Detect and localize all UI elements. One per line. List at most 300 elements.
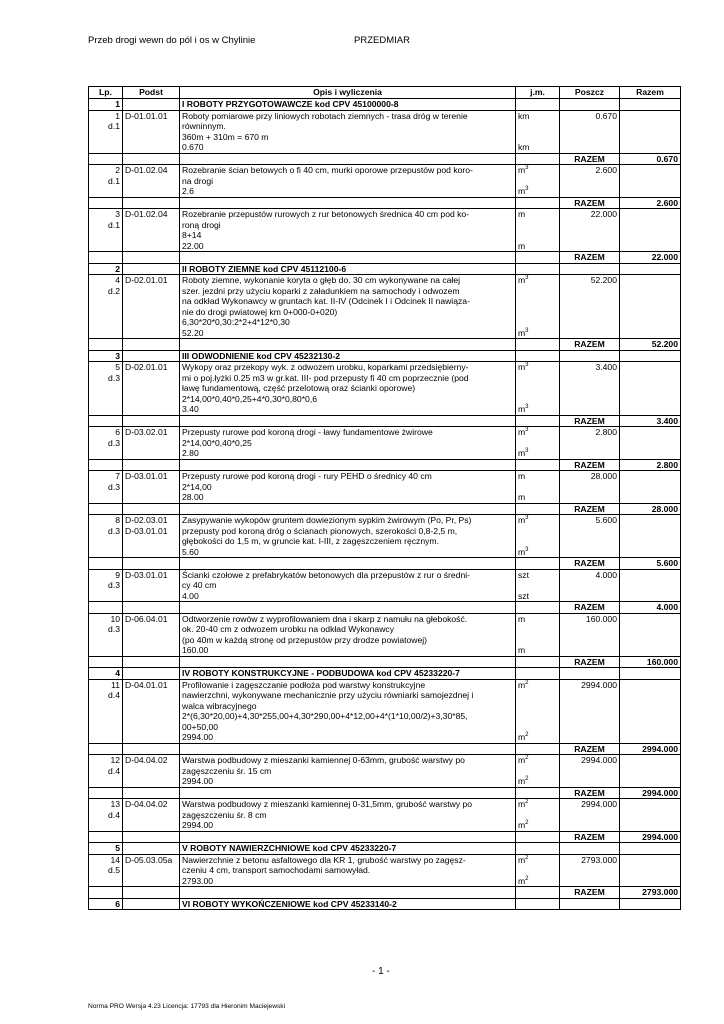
section-podst-empty (123, 668, 180, 680)
item-description-line: cy 40 cm (182, 580, 217, 590)
sum-empty-opis (180, 252, 516, 264)
item-poszcz-value: 2.600 (560, 165, 620, 198)
item-unit-bottom (518, 645, 557, 656)
unit-exponent: 2 (525, 776, 529, 783)
item-podstawa-cell (123, 854, 180, 887)
sum-value: 52.200 (620, 339, 681, 351)
sum-empty-podst (123, 656, 180, 668)
unit-base: m (518, 679, 526, 690)
item-quantity-text: 2994.00 (182, 820, 214, 830)
sum-empty-opis (180, 459, 516, 471)
item-quantity-text: 52.20 (182, 327, 204, 338)
item-description-line: Rozebranie przepustów rurowych z rur betonowych średnica 40 cm pod ko- (182, 209, 470, 219)
unit-base: m (518, 209, 526, 219)
item-department: d.3 (108, 525, 120, 536)
item-quantity-text: 2793.00 (182, 875, 214, 886)
item-description-line: 2*(6,30*20,00)+4,30*255,00+4,30*290,00+4*12,00+4*(1*10,00/2)+3,30*85, (182, 711, 468, 721)
item-razem-empty (620, 427, 681, 460)
sum-row (89, 415, 681, 427)
unit-base: m (518, 755, 526, 765)
item-description-line: na odkład Wykonawcy w gruntach kat. II-IV (Odcinek I i Odcinek II nawiąza- (182, 296, 470, 306)
item-number-cell (89, 427, 123, 460)
item-podstawa-cell (123, 569, 180, 602)
section-podst-empty (123, 99, 180, 111)
item-number-cell (89, 755, 123, 788)
item-description-line: szer. jezdni przy użyciu koparki z załadunkiem na samochody i odwozem (182, 285, 460, 296)
sum-row (89, 887, 681, 899)
sum-empty-opis (180, 787, 516, 799)
item-unit-cell (516, 362, 560, 416)
unit-exponent: 3 (525, 448, 529, 455)
sum-value: 5.600 (620, 558, 681, 570)
item-podstawa-code: D-04.01.01 (125, 679, 168, 690)
item-number: 6 (115, 427, 120, 437)
item-quantity-text: 4.00 (182, 590, 199, 601)
item-department: d.1 (108, 175, 120, 186)
item-poszcz-value: 28.000 (560, 471, 620, 504)
item-poszcz-value: 2994.000 (560, 799, 620, 832)
column-header-lp: Lp. (89, 87, 123, 99)
sum-empty-lp (89, 503, 123, 515)
item-number: 5 (115, 362, 120, 372)
unit-spacer (518, 711, 557, 722)
sum-empty-opis (180, 887, 516, 899)
item-unit-cell (516, 799, 560, 832)
sum-row (89, 197, 681, 209)
unit-base: m (518, 327, 526, 338)
sum-empty-lp (89, 415, 123, 427)
sum-empty-jm (516, 831, 560, 843)
item-unit-top (518, 111, 557, 122)
item-number-cell (89, 209, 123, 252)
sum-empty-podst (123, 153, 180, 165)
sum-empty-podst (123, 831, 180, 843)
item-podstawa-code: D-03.02.01 (125, 427, 168, 437)
item-quantity-text: 2994.00 (182, 732, 214, 742)
section-podst-empty (123, 350, 180, 362)
item-poszcz-value: 5.600 (560, 515, 620, 558)
section-razem-empty (620, 668, 681, 680)
item-description-line: głębokości do 1,5 m, w gruncie kat. I-III, z zagęszczeniem ręcznym. (182, 536, 439, 546)
item-unit-top (518, 471, 557, 482)
item-description-cell (180, 110, 516, 153)
section-row (89, 668, 681, 680)
sum-empty-jm (516, 503, 560, 515)
sum-empty-opis (180, 831, 516, 843)
item-row (89, 275, 681, 339)
item-quantity-text: 3.40 (182, 404, 199, 414)
sum-label: RAZEM (560, 197, 620, 209)
item-podstawa-cell (123, 755, 180, 788)
item-razem-empty (620, 854, 681, 887)
sum-empty-lp (89, 887, 123, 899)
item-description-line: zagęszczeniu śr. 8 cm (182, 809, 267, 820)
item-row (89, 679, 681, 743)
item-description-line: Roboty pomiarowe przy liniowych robotach ziemnych - trasa dróg w terenie (182, 110, 468, 121)
section-jm-empty (516, 99, 560, 111)
sum-empty-podst (123, 602, 180, 614)
unit-exponent: 2 (525, 679, 529, 686)
item-unit-bottom (518, 142, 557, 153)
item-number-cell (89, 613, 123, 656)
item-number: 3 (115, 209, 120, 219)
item-unit-cell (516, 471, 560, 504)
item-number-cell (89, 165, 123, 198)
section-poszcz-empty (560, 898, 620, 910)
unit-base: m (518, 448, 526, 458)
item-unit-top (518, 165, 557, 176)
unit-base: m (518, 732, 526, 742)
item-quantity-text: 22.00 (182, 240, 204, 251)
unit-spacer (518, 438, 557, 449)
item-description-line: równinnym. (182, 121, 226, 131)
sum-empty-jm (516, 743, 560, 755)
sum-empty-opis (180, 503, 516, 515)
section-jm-empty (516, 843, 560, 855)
item-description-cell (180, 613, 516, 656)
section-jm-empty (516, 263, 560, 275)
sum-empty-jm (516, 558, 560, 570)
item-poszcz-value: 0.670 (560, 110, 620, 153)
item-podstawa-cell (123, 679, 180, 743)
item-description-line: Przepusty rurowe pod koroną drogi - rury PEHD o średnicy 40 cm (182, 471, 432, 481)
section-poszcz-empty (560, 99, 620, 111)
item-podstawa-code: D-01.02.04 (125, 209, 168, 219)
section-razem-empty (620, 843, 681, 855)
item-unit-top (518, 614, 557, 625)
item-number-cell (89, 110, 123, 153)
item-description-line: Wykopy oraz przekopy wyk. z odwozem urobku, koparkami przedsiębierny- (182, 362, 469, 372)
section-podst-empty (123, 263, 180, 275)
item-number-cell (89, 515, 123, 558)
unit-base: m (518, 776, 526, 786)
sum-label: RAZEM (560, 339, 620, 351)
item-quantity-text: 2994.00 (182, 776, 214, 786)
unit-spacer (518, 810, 557, 821)
unit-base: km (518, 110, 530, 121)
item-unit-top (518, 755, 557, 766)
item-unit-cell (516, 515, 560, 558)
item-unit-bottom (518, 328, 557, 339)
item-description-line: 2*14,00 (182, 481, 212, 492)
unit-base: szt (518, 590, 529, 601)
unit-base: m (518, 875, 526, 886)
sum-empty-podst (123, 558, 180, 570)
item-unit-cell (516, 165, 560, 198)
section-number: 4 (89, 668, 123, 680)
item-podstawa-cell (123, 165, 180, 198)
item-description-cell (180, 515, 516, 558)
unit-spacer (518, 690, 557, 701)
unit-spacer (518, 394, 557, 405)
unit-spacer (518, 722, 557, 733)
item-razem-empty (620, 569, 681, 602)
item-razem-empty (620, 679, 681, 743)
unit-exponent: 3 (525, 165, 529, 172)
unit-base: m (518, 471, 526, 481)
sum-empty-opis (180, 197, 516, 209)
header-document-type: PRZEDMIAR (354, 35, 410, 46)
unit-spacer (518, 307, 557, 318)
item-podstawa-code: D-03.01.01 (125, 569, 168, 580)
item-unit-top (518, 515, 557, 526)
item-number: 4 (115, 275, 120, 285)
item-description-line: Warstwa podbudowy z mieszanki kamiennej 0-31,5mm, grubość warstwy po (182, 799, 473, 809)
sum-empty-lp (89, 339, 123, 351)
item-unit-bottom (518, 776, 557, 787)
item-podstawa-cell (123, 209, 180, 252)
section-title: III ODWODNIENIE kod CPV 45232130-2 (180, 350, 516, 362)
item-description-line: Przepusty rurowe pod koroną drogi - ławy fundamentowe żwirowe (182, 427, 433, 437)
przedmiar-table (88, 86, 681, 910)
unit-spacer (518, 230, 557, 241)
section-number: 5 (89, 843, 123, 855)
section-row (89, 99, 681, 111)
item-row (89, 209, 681, 252)
item-number: 7 (115, 471, 120, 481)
sum-value: 4.000 (620, 602, 681, 614)
sum-row (89, 558, 681, 570)
item-unit-bottom (518, 241, 557, 252)
sum-value: 28.000 (620, 503, 681, 515)
sum-label: RAZEM (560, 656, 620, 668)
unit-base: m (518, 165, 526, 175)
sum-empty-jm (516, 153, 560, 165)
unit-base: m (518, 362, 526, 372)
sum-value: 2.600 (620, 197, 681, 209)
sum-empty-podst (123, 415, 180, 427)
item-podstawa-code: D-04.04.02 (125, 755, 168, 765)
item-row (89, 613, 681, 656)
item-poszcz-value: 3.400 (560, 362, 620, 416)
unit-exponent: 3 (525, 427, 529, 434)
item-department: d.3 (108, 437, 120, 448)
item-description-line: ławę fundamentową, część przelotową oraz ścianki oporowe) (182, 383, 416, 393)
item-number: 9 (115, 569, 120, 580)
item-number-cell (89, 569, 123, 602)
sum-empty-podst (123, 887, 180, 899)
sum-value: 2793.000 (620, 887, 681, 899)
sum-value: 3.400 (620, 415, 681, 427)
item-row (89, 427, 681, 460)
item-number: 11 (111, 679, 120, 690)
section-title: V ROBOTY NAWIERZCHNIOWE kod CPV 45233220-7 (180, 843, 516, 855)
item-podstawa-code: D-06.04.01 (125, 613, 168, 624)
section-razem-empty (620, 263, 681, 275)
unit-spacer (518, 580, 557, 591)
item-description-line: roną drogi (182, 219, 221, 230)
unit-spacer (518, 701, 557, 712)
item-number-cell (89, 854, 123, 887)
item-row (89, 362, 681, 416)
item-poszcz-value: 2793.000 (560, 854, 620, 887)
sum-empty-opis (180, 415, 516, 427)
sum-value: 22.000 (620, 252, 681, 264)
unit-exponent: 3 (525, 275, 529, 282)
item-row (89, 515, 681, 558)
item-number-cell (89, 471, 123, 504)
item-poszcz-value: 2994.000 (560, 679, 620, 743)
item-unit-top (518, 799, 557, 810)
item-description-line: Warstwa podbudowy z mieszanki kamiennej 0-63mm, grubość warstwy po (182, 755, 465, 765)
item-row (89, 165, 681, 198)
item-description-line: ok. 20-40 cm z odwozem urobku na odkład Wykonawcy (182, 624, 395, 634)
sum-value: 2994.000 (620, 787, 681, 799)
item-description-line: nie do drogi pwiatowej km 0+000-0+020) (182, 306, 338, 317)
unit-exponent: 3 (525, 546, 529, 553)
unit-base: m (518, 515, 526, 525)
footer-license: Norma PRO Wersja 4.23 Licencja: 17793 dla Hieronim Maciejewski (88, 1003, 286, 1010)
sum-empty-lp (89, 787, 123, 799)
item-unit-top (518, 427, 557, 438)
item-unit-cell (516, 755, 560, 788)
unit-base: m (518, 240, 526, 251)
section-title: II ROBOTY ZIEMNE kod CPV 45112100-6 (180, 263, 516, 275)
unit-exponent: 2 (525, 732, 529, 739)
item-description-line: Zasypywanie wykopów gruntem dowiezionym sypkim żwirowym (Po, Pr, Ps) (182, 515, 472, 525)
sum-empty-opis (180, 339, 516, 351)
section-row (89, 350, 681, 362)
item-row (89, 755, 681, 788)
section-razem-empty (620, 898, 681, 910)
unit-base: m (518, 613, 526, 624)
sum-empty-lp (89, 831, 123, 843)
item-unit-top (518, 275, 557, 286)
item-number: 14 (110, 854, 120, 865)
item-unit-top (518, 855, 557, 866)
item-description-line: 2*14,00*0,40*0,25 (182, 437, 252, 448)
section-jm-empty (516, 898, 560, 910)
item-podstawa-code: D-03.01.01 (125, 471, 168, 481)
item-razem-empty (620, 613, 681, 656)
unit-spacer (518, 536, 557, 547)
item-number-cell (89, 275, 123, 339)
unit-base: szt (518, 569, 529, 580)
item-unit-cell (516, 854, 560, 887)
section-poszcz-empty (560, 263, 620, 275)
section-poszcz-empty (560, 843, 620, 855)
section-jm-empty (516, 350, 560, 362)
sum-empty-lp (89, 602, 123, 614)
item-description-line: Roboty ziemne, wykonanie koryta o głęb do. 30 cm wykonywane na całej (182, 275, 461, 285)
unit-base: m (518, 404, 526, 414)
item-podstawa-code: D-04.04.02 (125, 799, 168, 809)
item-unit-top (518, 570, 557, 581)
unit-spacer (518, 865, 557, 876)
sum-label: RAZEM (560, 831, 620, 843)
item-department: d.2 (108, 285, 120, 296)
unit-spacer (518, 220, 557, 231)
sum-empty-lp (89, 558, 123, 570)
item-department: d.5 (108, 865, 120, 875)
sum-empty-opis (180, 153, 516, 165)
sum-row (89, 339, 681, 351)
item-description-cell (180, 209, 516, 252)
section-podst-empty (123, 843, 180, 855)
sum-empty-lp (89, 153, 123, 165)
item-quantity-text: 5.60 (182, 546, 199, 557)
item-razem-empty (620, 515, 681, 558)
item-department: d.3 (108, 580, 120, 590)
sum-label: RAZEM (560, 887, 620, 899)
item-description-cell (180, 679, 516, 743)
sum-empty-podst (123, 339, 180, 351)
sum-value: 0.670 (620, 153, 681, 165)
unit-spacer (518, 176, 557, 187)
item-unit-bottom (518, 876, 557, 887)
item-unit-bottom (518, 404, 557, 415)
unit-spacer (518, 624, 557, 635)
sum-label: RAZEM (560, 252, 620, 264)
unit-spacer (518, 286, 557, 297)
unit-base: km (518, 142, 530, 152)
item-description-line: 8+14 (182, 230, 202, 240)
column-header-razem: Razem (620, 87, 681, 99)
page-number: - 1 - (372, 966, 390, 977)
sum-row (89, 656, 681, 668)
item-podstawa-cell (123, 613, 180, 656)
sum-empty-lp (89, 252, 123, 264)
item-number: 13 (110, 799, 120, 809)
unit-spacer (518, 482, 557, 493)
sum-empty-podst (123, 252, 180, 264)
sum-row (89, 602, 681, 614)
sum-row (89, 787, 681, 799)
item-podstawa-cell (123, 362, 180, 416)
item-description-line: na drogi (182, 175, 214, 186)
unit-base: m (518, 275, 526, 285)
item-unit-cell (516, 275, 560, 339)
item-description-line: 00+50,00 (182, 721, 219, 732)
item-department: d.4 (108, 809, 120, 820)
item-number-cell (89, 679, 123, 743)
sum-empty-lp (89, 197, 123, 209)
unit-spacer (518, 526, 557, 537)
section-row (89, 843, 681, 855)
sum-value: 160.000 (620, 656, 681, 668)
sum-empty-jm (516, 197, 560, 209)
item-unit-cell (516, 110, 560, 153)
item-department: d.1 (108, 219, 120, 230)
item-quantity-text: 28.00 (182, 492, 204, 502)
unit-spacer (518, 373, 557, 384)
section-poszcz-empty (560, 350, 620, 362)
item-podstawa-cell (123, 515, 180, 558)
item-poszcz-value: 52.200 (560, 275, 620, 339)
table-body (89, 99, 681, 910)
item-unit-top (518, 362, 557, 373)
unit-base: m (518, 820, 526, 830)
item-podstawa-cell (123, 110, 180, 153)
sum-empty-lp (89, 743, 123, 755)
sum-empty-jm (516, 459, 560, 471)
item-poszcz-value: 160.000 (560, 613, 620, 656)
item-number: 10 (110, 613, 120, 624)
item-podstawa-code: D-01.02.04 (125, 165, 168, 175)
item-poszcz-value: 22.000 (560, 209, 620, 252)
section-razem-empty (620, 350, 681, 362)
table-header-row (89, 87, 681, 99)
section-number: 1 (89, 99, 123, 111)
item-razem-empty (620, 471, 681, 504)
item-razem-empty (620, 209, 681, 252)
item-description-cell (180, 275, 516, 339)
item-row (89, 110, 681, 153)
item-description-line: 6,30*20*0,30:2*2+4*12*0,30 (182, 317, 290, 327)
sum-row (89, 252, 681, 264)
sum-empty-jm (516, 415, 560, 427)
section-row (89, 263, 681, 275)
